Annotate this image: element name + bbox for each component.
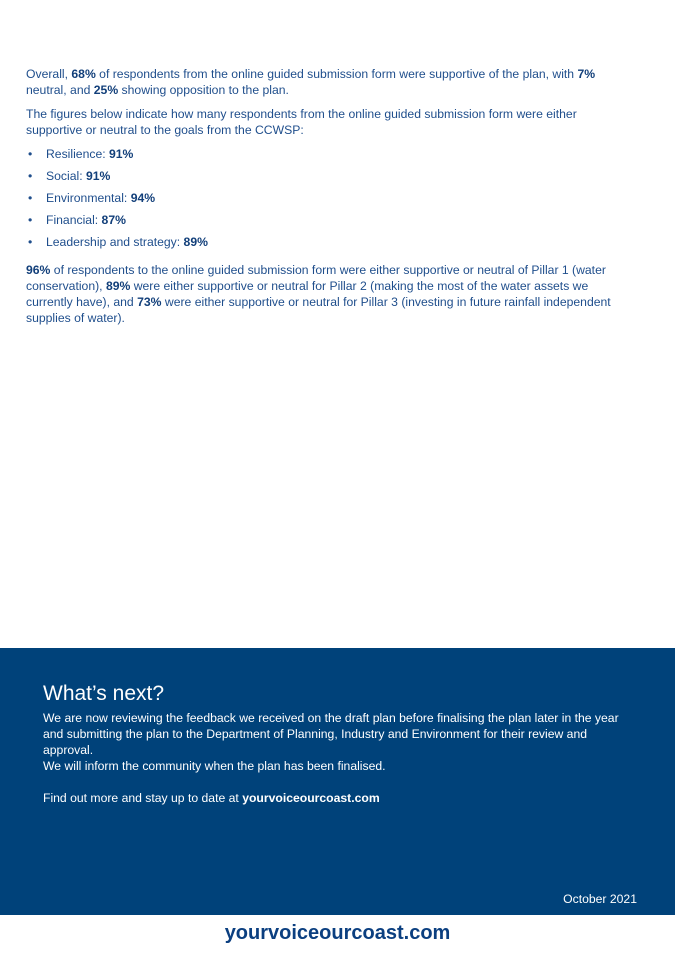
results-summary (26, 66, 636, 334)
list-item (26, 146, 636, 168)
overall-result-paragraph (26, 66, 636, 98)
supportive-percent: 68% (71, 67, 96, 81)
publication-date: October 2021 (563, 892, 637, 906)
inform-paragraph: We will inform the community when the plan has been finalised. (43, 759, 386, 773)
bullet-icon: • (28, 213, 33, 227)
footer-website-link[interactable]: yourvoiceourcoast.com (224, 922, 451, 944)
bullet-icon: • (28, 169, 33, 183)
whats-next-heading: What’s next? (43, 682, 165, 705)
text-span: were either supportive or neutral for Pillar 2 (making the most of the water assets we currently have), and (26, 279, 589, 309)
find-out-more-paragraph (43, 790, 623, 806)
list-item (26, 212, 636, 234)
goal-label: Financial: (46, 213, 102, 227)
pillar-2-percent: 89% (105, 279, 131, 293)
bullet-icon: • (28, 191, 33, 205)
goal-label: Social: (46, 169, 86, 183)
pillars-paragraph (26, 262, 636, 326)
spacer (43, 774, 623, 790)
goals-list (26, 146, 636, 256)
list-item (26, 234, 636, 256)
pillar-1-percent: 96% (26, 263, 51, 277)
goal-value: 91% (109, 147, 134, 161)
pillar-3-percent: 73% (137, 295, 162, 309)
text-span: showing opposition to the plan. (118, 83, 289, 97)
bullet-icon: • (28, 235, 33, 249)
text-span: Overall, (26, 67, 72, 81)
whats-next-content (43, 681, 623, 806)
review-paragraph: We are now reviewing the feedback we received on the draft plan before finalising the plan later in the year and submitting the plan to the Department of Planning, Industry and Environment for their review and approval. (43, 711, 619, 757)
goal-value: 91% (85, 169, 111, 183)
goal-label: Resilience: (46, 147, 109, 161)
goals-intro-paragraph: The figures below indicate how many respondents from the online guided submission form were either supportive or neutral to the goals from the CCWSP: (26, 107, 577, 137)
text-span: neutral, and (26, 83, 94, 97)
goal-value: 89% (183, 235, 208, 249)
text-span: of respondents from the online guided submission form were supportive of the plan, with (95, 67, 578, 81)
text-span: Find out more and stay up to date at (43, 791, 243, 805)
opposition-percent: 25% (93, 83, 119, 97)
list-item (26, 168, 636, 190)
list-item (26, 190, 636, 212)
goal-value: 94% (130, 191, 156, 205)
neutral-percent: 7% (577, 67, 596, 81)
whats-next-panel (0, 648, 675, 915)
text-span: of respondents to the online guided submission form were either supportive or neutral of Pillar 1 (water conservation), (26, 263, 606, 293)
goal-label: Leadership and strategy: (46, 235, 184, 249)
goal-value: 87% (101, 213, 126, 227)
goal-label: Environmental: (46, 191, 131, 205)
bullet-icon: • (28, 147, 33, 161)
text-span: were either supportive or neutral for Pillar 3 (investing in future rainfall independent supplies of water). (26, 295, 611, 325)
website-link[interactable]: yourvoiceourcoast.com (242, 791, 380, 805)
